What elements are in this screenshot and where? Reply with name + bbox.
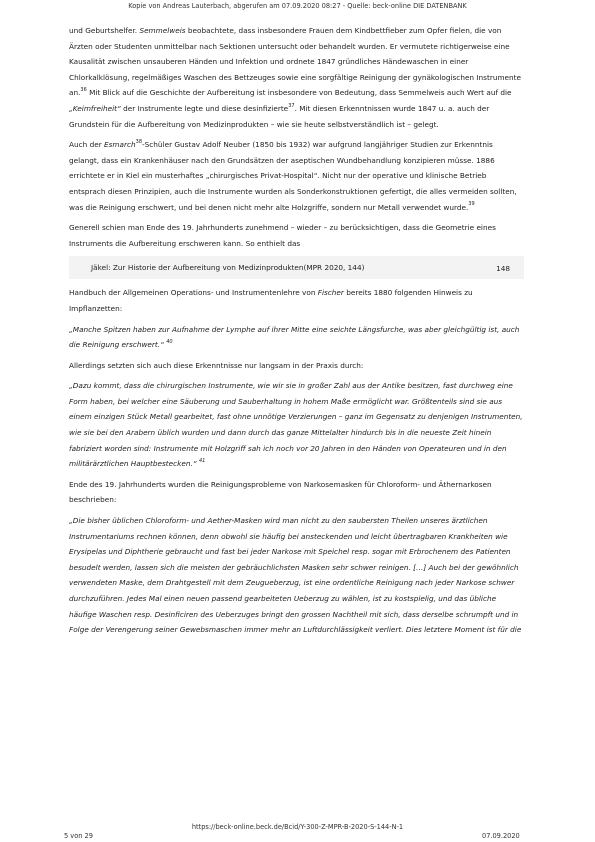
quote-1: „Manche Spitzen haben zur Aufnahme der Lymphe auf ihrer Mitte eine seichte Längsfurche, was aber gleichgültig ist, auch die Reinigung erschwert.“ $^{40}$	[69, 324, 520, 350]
footnote-ref-41[interactable]: 41	[198, 457, 206, 464]
footer-date: 07.09.2020	[482, 832, 520, 840]
footnote-ref-40[interactable]: 40	[166, 338, 173, 345]
paragraph-4: Handbuch der Allgemeinen Operations- und Instrumentenlehre von Fischer bereits 1880 folgenden Hinweis zu Impflanzetten:	[69, 288, 473, 313]
paragraph-2: Auch der Esmarch$^{38}$-Schüler Gustav Adolf Neuber (1850 bis 1932) war aufgrund langjähriger Studien zur Erkenntnis gelangt, dass ein Krankenhäuser nach den Grundsätzen der aseptischen Wundbehandlung konzipieren müsse. 1886 errichtete er in Kiel ein musterhaftes „chirurgisches Privat-Hospital“. Nicht nur der operative und klinische Betrieb entsprach diesen Prinzipien, auch die Instrumente wurden als Sonderkonstruktionen gefertigt, die alles vermeiden sollten, was die Reinigung erschwert, und bei denen nicht mehr alte Holzgriffe, sondern nur Metall verwendet wurde.$^{39}$	[69, 138, 517, 212]
paragraph-1: und Geburtshelfer. Semmelweis beobachtete, dass insbesondere Frauen dem Kindbettfieber zum Opfer fielen, die von Ärzten oder Studenten unmittelbar nach Sektionen untersucht oder behandelt wurden. Er vermutete richtigerweise eine Kausalität zwischen unsauberen Händen und Infektion und ordnete 1847 gründliches Händewaschen in einer Chlorkalklösung, regelmäßiges Waschen des Bettzeuges sowie eine sorgfältige Reinigung der gynäkologischen Instrumente an.$^{36}$ Mit Blick auf die Geschichte der Aufbereitung ist insbesondere von Bedeutung, dass Semmelweis auch Wert auf die „Keimfreiheit“ der Instrumente legte und diese desinfizierte$^{37}$. Mit diesen Erkenntnissen wurde 1847 u. a. auch der Grundstein für die Aufbereitung von Medizinprodukten – wie sie heute selbstverständlich ist – gelegt.	[69, 26, 522, 129]
footnote-ref-38[interactable]: 38	[135, 138, 143, 145]
footer-page-count: 5 von 29	[64, 832, 93, 840]
quote-3: „Die bisher üblichen Chloroform- und Aether-Masken wird man nicht zu den saubersten Theilen unseres ärztlichen Instrumentariums rechnen können, denn obwohl sie häufig bei ansteckenden und leicht übertragbaren Krankheiten wie Erysipelas und Diphtherie gebraucht und fast bei jeder Narkose mit Speichel resp. sogar mit Erbrochenem des Patienten besudelt werden, lassen sich die meisten der gebräuchlichsten Masken sehr schwer reinigen. […] Auch bei der gewöhnlich verwendeten Maske, dem Drahtgestell mit dem Zeugueberzug, ist eine ordentliche Reinigung nach jeder Narkose schwer durchzuführen. Jedes Mal einen neuen passend gearbeiteten Ueberzug zu wählen, ist zu kostspielig, und das übliche häufige Waschen resp. Desinficiren des Ueberzuges bringt den grossen Nachtheil mit sich, dass derselbe schrumpft und in Folge der Verengerung seiner Gewebsmaschen immer mehr an Luftdurchlässigkeit verliert. Dies letztere Moment ist für die	[69, 516, 522, 635]
paragraph-3: Generell schien man Ende des 19. Jahrhunderts zunehmend – wieder – zu berücksichtigen, dass die Geometrie eines Instruments die Aufbereitung erschweren kann. So enthielt das	[69, 223, 496, 248]
footnote-ref-39[interactable]: 39	[468, 201, 475, 208]
source-citation-box	[69, 256, 524, 279]
person-name: Esmarch	[104, 140, 136, 150]
article-body	[69, 23, 524, 643]
footnote-ref-36[interactable]: 36	[80, 86, 87, 93]
footnote-ref-37[interactable]: 37	[288, 102, 295, 109]
paragraph-6: Ende des 19. Jahrhunderts wurden die Reinigungsprobleme von Narkosemasken für Chloroform- und Äthernarkosen beschrieben:	[69, 479, 492, 505]
paragraph-5: Allerdings setzten sich auch diese Erkenntnisse nur langsam in der Praxis durch:	[69, 360, 364, 370]
emphasized-term: „Keimfreiheit“	[69, 103, 121, 113]
person-name: Semmelweis	[139, 26, 186, 35]
person-name: Fischer	[317, 288, 344, 298]
source-citation-text: Jäkel: Zur Historie der Aufbereitung von Medizinprodukten(MPR 2020, 144)	[91, 263, 365, 273]
footer-url[interactable]: https://beck-online.beck.de/Bcid/Y-300-Z-MPR-B-2020-S-144-N-1	[191, 823, 404, 831]
quote-2: „Dazu kommt, dass die chirurgischen Instrumente, wie wir sie in großer Zahl aus der Antike besitzen, fast durchweg eine Form haben, bei welcher eine Säuberung und Sauberhaltung in hohem Maße ermöglicht war. Größtenteils sind sie aus einem einzigen Stück Metall gearbeitet, fast ohne unnötige Verzierungen – ganz im Gegensatz zu denjenigen Instrumenten, wie sie bei den Arabern üblich wurden und dann durch das ganze Mittelalter hindurch bis in die neueste Zeit hinein fabriziert worden sind: Instrumente mit Holzgriff sah ich noch vor 20 Jahren in den Händen von Operateuren und in den militärärztlichen Hauptbestecken.“ $^{41}$	[69, 381, 523, 469]
source-page-number: 148	[496, 264, 510, 274]
page-header: Kopie von Andreas Lauterbach, abgerufen am 07.09.2020 08:27 - Quelle: beck-online DIE DATENBANK	[128, 2, 467, 10]
